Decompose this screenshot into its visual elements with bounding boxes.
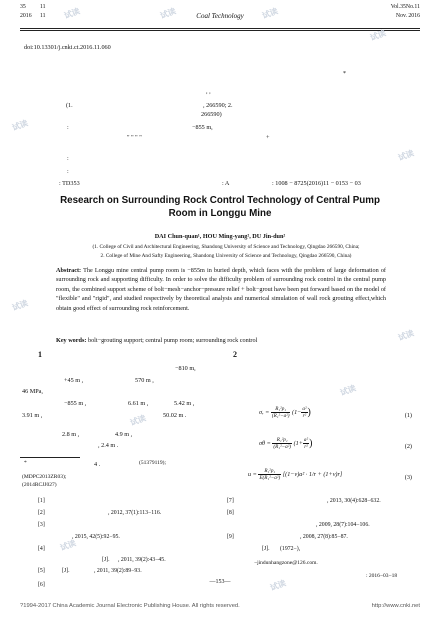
equation-radial-stress	[259, 406, 311, 419]
eq1-denominator: (R₁²−a²)	[271, 413, 290, 419]
reference-3-label: [3]	[38, 522, 45, 528]
cn-affil-postcode-2: 266590)	[201, 111, 222, 118]
reference-8-label: [8]	[227, 510, 234, 516]
keywords	[56, 336, 386, 345]
eq2-inner-den: r²	[304, 444, 308, 450]
header-date-en: Nov. 2016	[395, 12, 420, 19]
cnki-link[interactable]: http://www.cnki.net	[371, 603, 420, 609]
reference-5-type: [J].	[62, 568, 70, 574]
text-24m: , 2.4 m .	[98, 442, 119, 449]
abstract	[56, 266, 386, 313]
cn-abstract-plus: +	[266, 134, 270, 141]
equation-number-2: (2)	[404, 443, 412, 450]
watermark-stamp: 试读	[396, 328, 416, 343]
keywords-label: Key words:	[56, 337, 87, 344]
author-bio-year: (1972−),	[280, 546, 301, 552]
footnote-rule	[20, 457, 80, 458]
watermark-stamp: 试读	[128, 413, 148, 428]
reference-5-pub: , 2011, 39(2):89−93.	[94, 568, 142, 574]
footnote-received-date: : 2016−03−18	[366, 573, 398, 579]
text-391m: 3.91 m ,	[22, 412, 43, 419]
eq2-close-paren: )	[309, 438, 313, 449]
text-elev-45: +45 m ,	[64, 377, 84, 384]
eq3-denominator: E(R₁²−a²)	[259, 475, 281, 481]
journal-name: Coal Technology	[196, 12, 244, 20]
reference-6-label: [6]	[38, 582, 45, 588]
header-volume: 35	[20, 4, 26, 10]
eq1-fraction	[271, 406, 291, 419]
eq3-fraction	[258, 468, 281, 481]
text-5002m: 50.02 m .	[163, 412, 187, 419]
cn-clc-number: : TD353	[59, 180, 80, 187]
header-rule-top	[20, 28, 420, 29]
cn-affil-prefix: (1.	[66, 102, 73, 109]
author-list: DAI Chun-quan¹, HOU Ming-yang², DU Jin-dun²	[154, 233, 286, 240]
reference-7-label: [7]	[227, 498, 234, 504]
header-year: 2016	[20, 12, 32, 19]
doi-link[interactable]: doi:10.13301/j.cnki.ct.2016.11.060	[24, 44, 111, 51]
eq2-denominator: (R₁²−a²)	[273, 444, 292, 450]
watermark-stamp: 试读	[158, 6, 178, 21]
paper-title-line2: Room in Longgu Mine	[168, 208, 272, 219]
equation-number-1: (1)	[404, 412, 412, 419]
cn-keywords-label: :	[67, 155, 69, 162]
text-28m: 2.8 m ,	[62, 431, 80, 438]
keywords-text: bolt−grouting support; central pump room; surrounding rock control	[87, 337, 258, 344]
footnote-grant-1: (51379119);	[139, 460, 166, 466]
copyright-notice: ?1994-2017 China Academic Journal Electronic Publishing House. All rights reserved.	[20, 603, 240, 609]
paper-title-line1: Research on Surrounding Rock Control Technology of Central Pump	[60, 195, 380, 206]
text-661m: 6.61 m ,	[128, 400, 149, 407]
cn-clc-label: :	[67, 168, 69, 175]
text-section-4: 4 .	[94, 461, 101, 468]
page-number: —153—	[209, 579, 231, 585]
text-46mpa: 46 MPa,	[22, 388, 43, 395]
cn-doc-code: : A	[222, 180, 230, 187]
reference-8-pub: , 2009, 28(7):104−106.	[316, 522, 370, 528]
footnote-email[interactable]: −jindunhangzone@126.com.	[254, 560, 318, 566]
header-right-info	[391, 3, 420, 20]
reference-1-pub: , 2012, 37(1):113−116.	[108, 510, 162, 516]
header-issue: 11	[40, 4, 46, 10]
eq2-numerator: R₁²p₁	[272, 437, 292, 444]
eq2-tail: (1+	[293, 439, 303, 447]
cn-abstract-depth: −855 m,	[192, 124, 213, 131]
text-570m: 570 m ,	[135, 377, 154, 384]
watermark-stamp: 试读	[58, 538, 78, 553]
eq3-tail: [(1−ν)a² · 1/r + (1+ν)r]	[282, 470, 343, 478]
eq1-lhs: σᵣ =	[259, 408, 270, 416]
section-1-number: 1	[38, 350, 42, 359]
reference-1-label: [1]	[38, 498, 45, 504]
cn-abstract-quotes: " " " "	[127, 134, 142, 141]
watermark-stamp: 试读	[396, 148, 416, 163]
title-star-mark: *	[343, 71, 346, 77]
watermark-stamp: 试读	[10, 118, 30, 133]
reference-2-label: [2]	[38, 510, 45, 516]
text-depth-810: −810 m,	[175, 365, 196, 372]
watermark-stamp: 试读	[368, 28, 388, 43]
watermark-stamp: 试读	[268, 578, 288, 593]
eq1-inner-num: a²	[302, 406, 307, 412]
reference-5-label: [5]	[38, 568, 45, 574]
abstract-label: Abstract:	[56, 267, 82, 274]
text-542m: 5.42 m ,	[174, 400, 195, 407]
affiliation-line1: (1. College of Civil and Architectural Engineering, Shandong University of Science and Technology, Qingdao 266590, China;	[92, 244, 360, 250]
cn-abstract-label: :	[67, 124, 69, 131]
watermark-stamp: 试读	[338, 383, 358, 398]
reference-9-label: [9]	[227, 534, 234, 540]
watermark-stamp: 试读	[260, 6, 280, 21]
watermark-stamp: 试读	[10, 298, 30, 313]
equation-displacement	[248, 468, 342, 481]
eq1-close-paren: )	[307, 407, 311, 418]
text-49m: 4.9 m ,	[115, 431, 133, 438]
page-footer	[0, 597, 440, 620]
reference-7-pub: , 2013, 30(4):628−632.	[327, 498, 381, 504]
reference-4-pub: , 2011, 39(2):43−45.	[118, 557, 166, 563]
eq2-fraction	[272, 437, 292, 450]
cn-author-line: , ,	[206, 88, 211, 95]
eq2-inner-num: a²	[303, 437, 309, 443]
header-volume-en: Vol.35No.11	[390, 4, 420, 10]
equation-number-3: (3)	[404, 474, 412, 481]
abstract-text: The Longgu mine central pump room is −855m in buried depth, which faces with the problem of large deformation of surrounding rock and supporting difficulty. In order to solve the difficulty problem of surrounding rock control in the central pump room, the combined support scheme of bolt−mesh−anchor−pressure relief + bolt−grout have been put forward based on the model of "flexible" and "rigid", and studied respectively by theoretical analysis and numerical simulation of wall rock grouting effect,which obtain good effect of surrounding rock reinforcement.	[56, 267, 386, 312]
watermark-stamp: 试读	[62, 6, 82, 21]
footnote-grant-2: (MDPC2013ZR03);	[22, 474, 67, 480]
text-depth-855: −855 m ,	[64, 400, 87, 407]
affiliation-line2: 2. College of Mine And Safty Engineering, Shandong University of Science and Technology, Qingdao 266590, China)	[100, 253, 352, 259]
header-month: 11	[40, 12, 46, 19]
eq3-numerator: R₁²p₁	[258, 468, 281, 475]
equation-tangential-stress	[259, 437, 312, 450]
reference-4-type: [J].	[102, 557, 110, 563]
footnote-grant-3: (2014RCJJ027)	[22, 482, 57, 488]
eq3-lhs: u =	[248, 470, 257, 478]
eq2-lhs: σθ =	[259, 439, 271, 447]
reference-9-type: [J].	[262, 546, 270, 552]
footnote-star: *	[24, 460, 27, 466]
reference-3-pub: , 2015, 42(5):92−95.	[72, 534, 120, 540]
section-2-number: 2	[233, 350, 237, 359]
cn-article-id: : 1008 − 8725(2016)11 − 0153 − 03	[272, 180, 361, 187]
eq1-numerator: R₁²p₁	[271, 406, 291, 413]
header-rule-bottom	[20, 30, 420, 31]
eq1-inner-den: r²	[302, 413, 307, 419]
cn-affil-postcode: , 266590; 2.	[203, 102, 233, 109]
eq1-tail: (1−	[292, 408, 302, 416]
reference-4-label: [4]	[38, 546, 45, 552]
reference-9-pub: , 2008, 27(8):85−87.	[300, 534, 348, 540]
